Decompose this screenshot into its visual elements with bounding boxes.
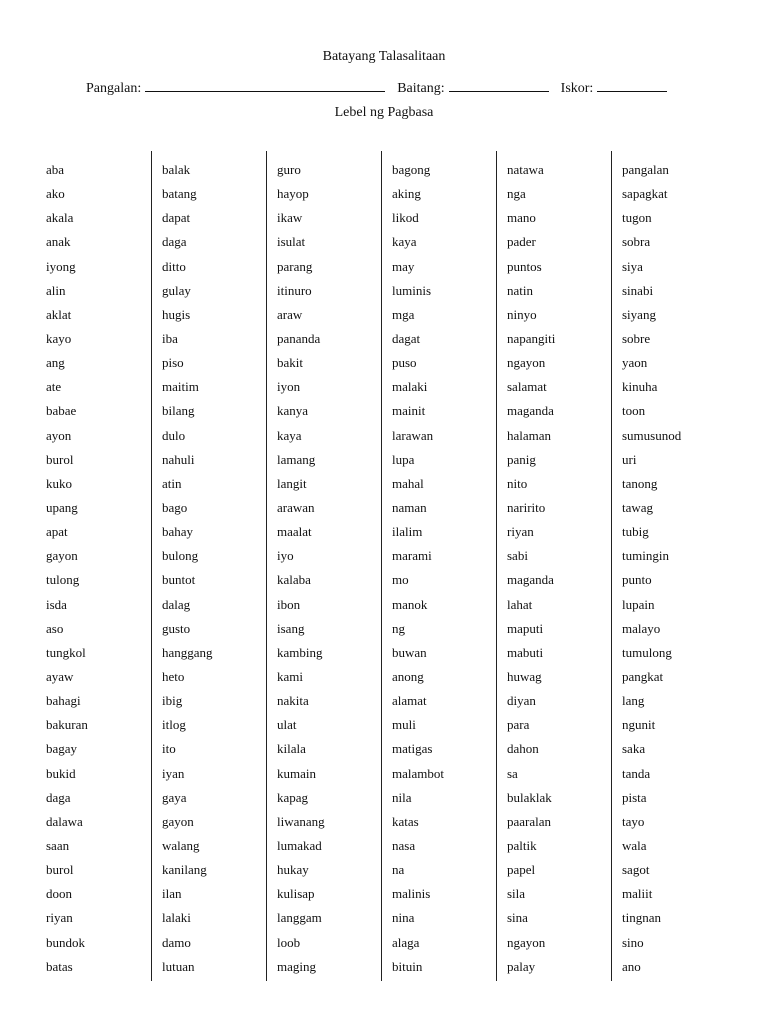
word-item: upang — [46, 499, 78, 515]
word-item: yaon — [622, 355, 648, 371]
word-item: bukid — [46, 765, 76, 781]
word-item: akala — [46, 210, 74, 226]
grade-blank-line[interactable] — [449, 77, 549, 92]
student-info-fields — [86, 77, 667, 97]
word-column-2 — [151, 151, 266, 981]
word-item: dalawa — [46, 813, 83, 829]
word-item: lupa — [392, 451, 415, 467]
word-column-5 — [496, 151, 611, 981]
word-item: sapagkat — [622, 186, 668, 202]
word-item: bago — [162, 499, 188, 515]
word-item: kambing — [277, 644, 323, 660]
word-item: pananda — [277, 330, 321, 346]
word-item: saan — [46, 837, 70, 853]
word-item: uri — [622, 451, 637, 467]
word-item: ako — [46, 186, 65, 202]
word-item: hayop — [277, 186, 309, 202]
word-item: malayo — [622, 620, 661, 636]
word-item: burol — [46, 451, 74, 467]
word-item: ninyo — [507, 306, 537, 322]
word-item: pangkat — [622, 668, 664, 684]
word-item: ngayon — [507, 934, 546, 950]
word-item: anong — [392, 668, 424, 684]
word-item: salamat — [507, 379, 547, 395]
page-title: Batayang Talasalitaan — [322, 49, 446, 64]
word-column-1 — [36, 151, 151, 981]
word-item: ditto — [162, 258, 186, 274]
word-item: lang — [622, 693, 645, 709]
word-item: bilang — [162, 403, 195, 419]
word-item: marami — [392, 548, 432, 564]
word-item: siya — [622, 258, 643, 274]
word-item: lupain — [622, 596, 655, 612]
word-item: aba — [46, 162, 65, 177]
word-item: hukay — [277, 862, 309, 878]
word-item: likod — [392, 210, 419, 226]
word-item: riyan — [46, 910, 73, 926]
word-item: gaya — [162, 789, 187, 805]
word-item: tumingin — [622, 548, 669, 564]
word-item: kuko — [46, 475, 72, 491]
word-item: pangalan — [622, 162, 669, 177]
word-item: arawan — [277, 499, 315, 515]
word-item: guro — [277, 162, 301, 177]
word-item: natin — [507, 282, 533, 298]
grade-label: Baitang: — [397, 81, 445, 96]
word-item: loob — [277, 934, 301, 950]
word-item: ang — [46, 355, 65, 371]
word-item: ng — [392, 620, 405, 636]
word-item: muli — [392, 717, 416, 733]
word-item: kanya — [277, 403, 309, 419]
word-item: naman — [392, 499, 427, 515]
word-item: sino — [622, 934, 644, 950]
word-item: maganda — [507, 403, 554, 419]
word-item: larawan — [392, 427, 434, 443]
word-item: para — [507, 717, 530, 733]
word-item: bahay — [162, 524, 194, 540]
word-item: bahagi — [46, 693, 81, 709]
word-item: babae — [46, 403, 77, 419]
word-item: sobra — [622, 234, 651, 250]
word-item: tumulong — [622, 644, 672, 660]
word-item: mga — [392, 306, 415, 322]
word-item: isang — [277, 620, 305, 636]
word-item: ito — [162, 741, 176, 757]
word-item: dalag — [162, 596, 191, 612]
word-item: sa — [507, 765, 518, 781]
word-item: huwag — [507, 668, 542, 684]
word-item: alaga — [392, 934, 420, 950]
word-item: bagay — [46, 741, 78, 757]
word-item: maging — [277, 958, 316, 974]
word-item: aking — [392, 186, 421, 202]
word-item: kumain — [277, 765, 316, 781]
word-item: papel — [507, 862, 536, 878]
word-item: ilan — [162, 886, 182, 902]
word-item: buwan — [392, 644, 427, 660]
word-item: langit — [277, 475, 307, 491]
word-item: paltik — [507, 837, 537, 853]
word-item: sina — [507, 910, 528, 926]
word-item: mainit — [392, 403, 426, 419]
word-item: damo — [162, 934, 191, 950]
word-column-4 — [381, 151, 496, 981]
word-item: iyon — [277, 379, 301, 395]
word-item: mano — [507, 210, 536, 226]
word-item: bakit — [277, 355, 303, 371]
word-item: buntot — [162, 572, 196, 588]
word-item: pista — [622, 789, 647, 805]
word-item: aso — [46, 620, 64, 636]
word-item: puso — [392, 355, 417, 371]
word-item: malambot — [392, 765, 444, 781]
word-item: punto — [622, 572, 652, 588]
word-item: sinabi — [622, 282, 654, 298]
word-item: maliit — [622, 886, 653, 902]
word-item: diyan — [507, 693, 536, 709]
word-item: tulong — [46, 572, 80, 588]
word-item: sabi — [507, 548, 528, 564]
word-item: bundok — [46, 934, 85, 950]
word-item: dulo — [162, 427, 186, 443]
word-item: toon — [622, 403, 646, 419]
word-column-3 — [266, 151, 381, 981]
word-item: mabuti — [507, 644, 544, 660]
word-item: kami — [277, 668, 303, 684]
word-item: hugis — [162, 306, 191, 322]
word-item: bulong — [162, 548, 199, 564]
word-item: lamang — [277, 451, 316, 467]
word-item: tungkol — [46, 644, 86, 660]
word-item: na — [392, 862, 405, 878]
word-item: tanong — [622, 475, 658, 491]
word-item: lumakad — [277, 837, 322, 853]
word-item: isda — [46, 596, 67, 612]
word-item: dagat — [392, 330, 421, 346]
name-blank-line[interactable] — [145, 77, 385, 92]
word-item: iyo — [277, 548, 294, 564]
word-item: kaya — [277, 427, 302, 443]
word-item: saka — [622, 741, 646, 757]
word-item: parang — [277, 258, 313, 274]
word-item: halaman — [507, 427, 552, 443]
word-item: aklat — [46, 306, 72, 322]
word-item: nina — [392, 910, 415, 926]
word-item: gayon — [46, 548, 78, 564]
word-item: sobre — [622, 330, 651, 346]
word-item: atin — [162, 475, 182, 491]
word-item: lalaki — [162, 910, 191, 926]
word-item: ate — [46, 379, 62, 395]
word-item: bulaklak — [507, 789, 552, 805]
word-item: ibig — [162, 693, 183, 709]
reading-level-subtitle: Lebel ng Pagbasa — [334, 105, 434, 120]
word-item: lahat — [507, 596, 533, 612]
word-item: katas — [392, 813, 419, 829]
score-label: Iskor: — [560, 81, 594, 96]
word-item: nasa — [392, 837, 416, 853]
word-item: hanggang — [162, 644, 213, 660]
word-item: kinuha — [622, 379, 658, 395]
word-item: kulisap — [277, 886, 315, 902]
word-item: wala — [622, 837, 647, 853]
word-item: maitim — [162, 379, 199, 395]
word-item: alin — [46, 282, 66, 298]
word-item: tayo — [622, 813, 645, 829]
word-item: bagong — [392, 162, 431, 177]
word-item: nahuli — [162, 451, 195, 467]
word-item: liwanang — [277, 813, 325, 829]
word-item: kapag — [277, 789, 309, 805]
word-item: maalat — [277, 524, 312, 540]
word-item: panig — [507, 451, 536, 467]
word-item: lutuan — [162, 958, 195, 974]
word-item: tanda — [622, 765, 651, 781]
word-item: pader — [507, 234, 536, 250]
word-item: itlog — [162, 717, 186, 733]
word-item: sagot — [622, 862, 650, 878]
word-item: langgam — [277, 910, 322, 926]
word-item: paaralan — [507, 813, 552, 829]
word-item: nito — [507, 475, 528, 491]
word-item: tawag — [622, 499, 654, 515]
word-item: naririto — [507, 499, 546, 515]
word-item: ano — [622, 958, 641, 974]
word-item: manok — [392, 596, 428, 612]
word-item: malaki — [392, 379, 428, 395]
word-item: balak — [162, 162, 191, 177]
word-item: araw — [277, 306, 303, 322]
word-item: ilalim — [392, 524, 423, 540]
word-item: ngayon — [507, 355, 546, 371]
word-item: batang — [162, 186, 197, 202]
word-item: isulat — [277, 234, 306, 250]
word-item: tugon — [622, 210, 652, 226]
word-item: nga — [507, 186, 526, 202]
word-item: batas — [46, 958, 73, 974]
word-item: walang — [162, 837, 200, 853]
word-item: ayon — [46, 427, 72, 443]
word-item: malinis — [392, 886, 431, 902]
word-item: maputi — [507, 620, 544, 636]
word-item: mahal — [392, 475, 424, 491]
word-item: doon — [46, 886, 72, 902]
word-item: ulat — [277, 717, 297, 733]
word-item: natawa — [507, 162, 544, 177]
word-item: kaya — [392, 234, 417, 250]
word-item: siyang — [622, 306, 656, 322]
word-item: nila — [392, 789, 412, 805]
word-item: luminis — [392, 282, 432, 298]
word-item: alamat — [392, 693, 427, 709]
word-item: dapat — [162, 210, 191, 226]
word-item: iba — [162, 330, 178, 346]
word-column-6 — [611, 151, 726, 981]
word-item: heto — [162, 668, 185, 684]
word-item: ikaw — [277, 210, 303, 226]
word-item: gayon — [162, 813, 194, 829]
word-item: tingnan — [622, 910, 661, 926]
word-item: maganda — [507, 572, 554, 588]
word-item: puntos — [507, 258, 542, 274]
word-item: iyan — [162, 765, 185, 781]
word-item: sumusunod — [622, 427, 682, 443]
word-item: tubig — [622, 524, 649, 540]
word-item: ayaw — [46, 668, 74, 684]
word-item: matigas — [392, 741, 433, 757]
word-item: daga — [46, 789, 71, 805]
word-list-table — [36, 151, 728, 981]
word-item: burol — [46, 862, 74, 878]
word-item: nakita — [277, 693, 309, 709]
word-item: riyan — [507, 524, 534, 540]
word-item: anak — [46, 234, 71, 250]
score-blank-line[interactable] — [597, 77, 667, 92]
word-item: apat — [46, 524, 68, 540]
word-item: mo — [392, 572, 409, 588]
word-item: ngunit — [622, 717, 656, 733]
word-item: ibon — [277, 596, 301, 612]
word-item: dahon — [507, 741, 539, 757]
word-item: daga — [162, 234, 187, 250]
word-item: kanilang — [162, 862, 207, 878]
word-item: bakuran — [46, 717, 88, 733]
word-item: kilala — [277, 741, 306, 757]
word-item: piso — [162, 355, 184, 371]
word-item: may — [392, 258, 415, 274]
word-item: iyong — [46, 258, 76, 274]
name-label: Pangalan: — [86, 81, 142, 96]
word-item: gusto — [162, 620, 191, 636]
word-item: gulay — [162, 282, 191, 298]
word-item: kayo — [46, 330, 72, 346]
word-item: itinuro — [277, 282, 312, 298]
word-item: bituin — [392, 958, 423, 974]
word-item: kalaba — [277, 572, 311, 588]
word-item: sila — [507, 886, 526, 902]
word-item: napangiti — [507, 330, 556, 346]
word-item: palay — [507, 958, 536, 974]
